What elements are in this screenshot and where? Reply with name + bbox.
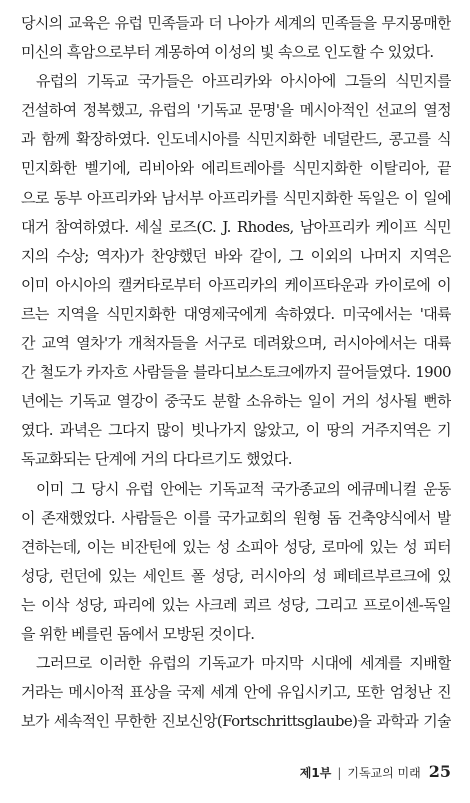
text-line: 르는 지역을 식민지화한 대영제국에게 속하였다. 미국에서는 '대륙 (21, 304, 451, 323)
paragraph-first-line: 그러므로 이러한 유럽의 기독교가 마지막 시대에 세계를 지배할 (36, 654, 451, 673)
page-number: 25 (428, 762, 451, 781)
text-line: 는 이삭 성당, 파리에 있는 사크레 쾨르 성당, 그리고 프로이센-독일 (21, 595, 451, 614)
text-line: 대거 참여하였다. 세실 로즈(C. J. Rhodes, 남아프리카 케이프 식민 (21, 217, 451, 236)
paragraph-first-line: 유럽의 기독교 국가들은 아프리카와 아시아에 그들의 식민지를 (36, 72, 451, 91)
text-line: 견하는데, 이는 비잔틴에 있는 성 소피아 성당, 로마에 있는 성 피터 (21, 537, 451, 556)
text-line: 거라는 메시아적 표상을 국제 세계 안에 유입시키고, 또한 엄청난 진 (21, 683, 451, 702)
paragraph-first-line: 이미 그 당시 유럽 안에는 기독교적 국가종교의 에큐메니컬 운동 (36, 479, 451, 498)
text-line: 건설하여 정복했고, 유럽의 '기독교 문명'을 메시아적인 선교의 열정 (21, 101, 451, 120)
text-line: 으로 동부 아프리카와 남서부 아프리카를 식민지화한 독일은 이 일에 (21, 188, 451, 207)
text-line: 지의 수상; 역자)가 찬양했던 바와 같이, 그 이외의 나머지 지역은 (21, 246, 451, 265)
text-line: 독교화되는 단계에 거의 다다르기도 했었다. (21, 450, 292, 469)
text-line: 년에는 기독교 열강이 중국도 분할 소유하는 일이 거의 성사될 뻔하 (21, 392, 451, 411)
text-line: 을 위한 베를린 돔에서 모방된 것이다. (21, 624, 255, 643)
text-line: 이 존재했었다. 사람들은 이를 국가교회의 원형 돔 건축양식에서 발 (21, 508, 451, 527)
text-line: 이미 아시아의 캘커타로부터 아프리카의 케이프타운과 카이로에 이 (21, 275, 451, 294)
text-line: 성당, 런던에 있는 세인트 폴 성당, 러시아의 성 페테르부르크에 있 (21, 566, 451, 585)
footer-chapter-title: 기독교의 미래 (347, 766, 421, 780)
text-line: 였다. 과녁은 그다지 많이 빗나가지 않았고, 이 땅의 거주지역은 기 (21, 421, 451, 440)
text-line: 미신의 흑암으로부터 계몽하여 이성의 빛 속으로 인도할 수 있었다. (21, 43, 434, 62)
text-line: 간 철도가 카자흐 사람들을 블라디보스토크에까지 끌어들였다. 1900 (21, 363, 451, 382)
footer-part-label: 제1부 (299, 766, 332, 780)
text-line: 민지화한 벨기에, 리비아와 에리트레아를 식민지화한 이탈리아, 끝 (21, 159, 451, 178)
body-text (21, 9, 451, 736)
text-line: 과 함께 확장하였다. 인도네시아를 식민지화한 네덜란드, 콩고를 식 (21, 130, 451, 149)
running-footer (300, 762, 451, 786)
text-line: 보가 세속적인 무한한 진보신앙(Fortschrittsglaube)을 과학과 기술 (21, 712, 451, 731)
text-line: 당시의 교육은 유럽 민족들과 더 나아가 세계의 민족들을 무지몽매한 (21, 14, 451, 32)
text-line: 간 교역 열차'가 개척자들을 서구로 데려왔으며, 러시아에서는 대륙 (21, 334, 451, 353)
footer-separator: | (337, 766, 342, 780)
